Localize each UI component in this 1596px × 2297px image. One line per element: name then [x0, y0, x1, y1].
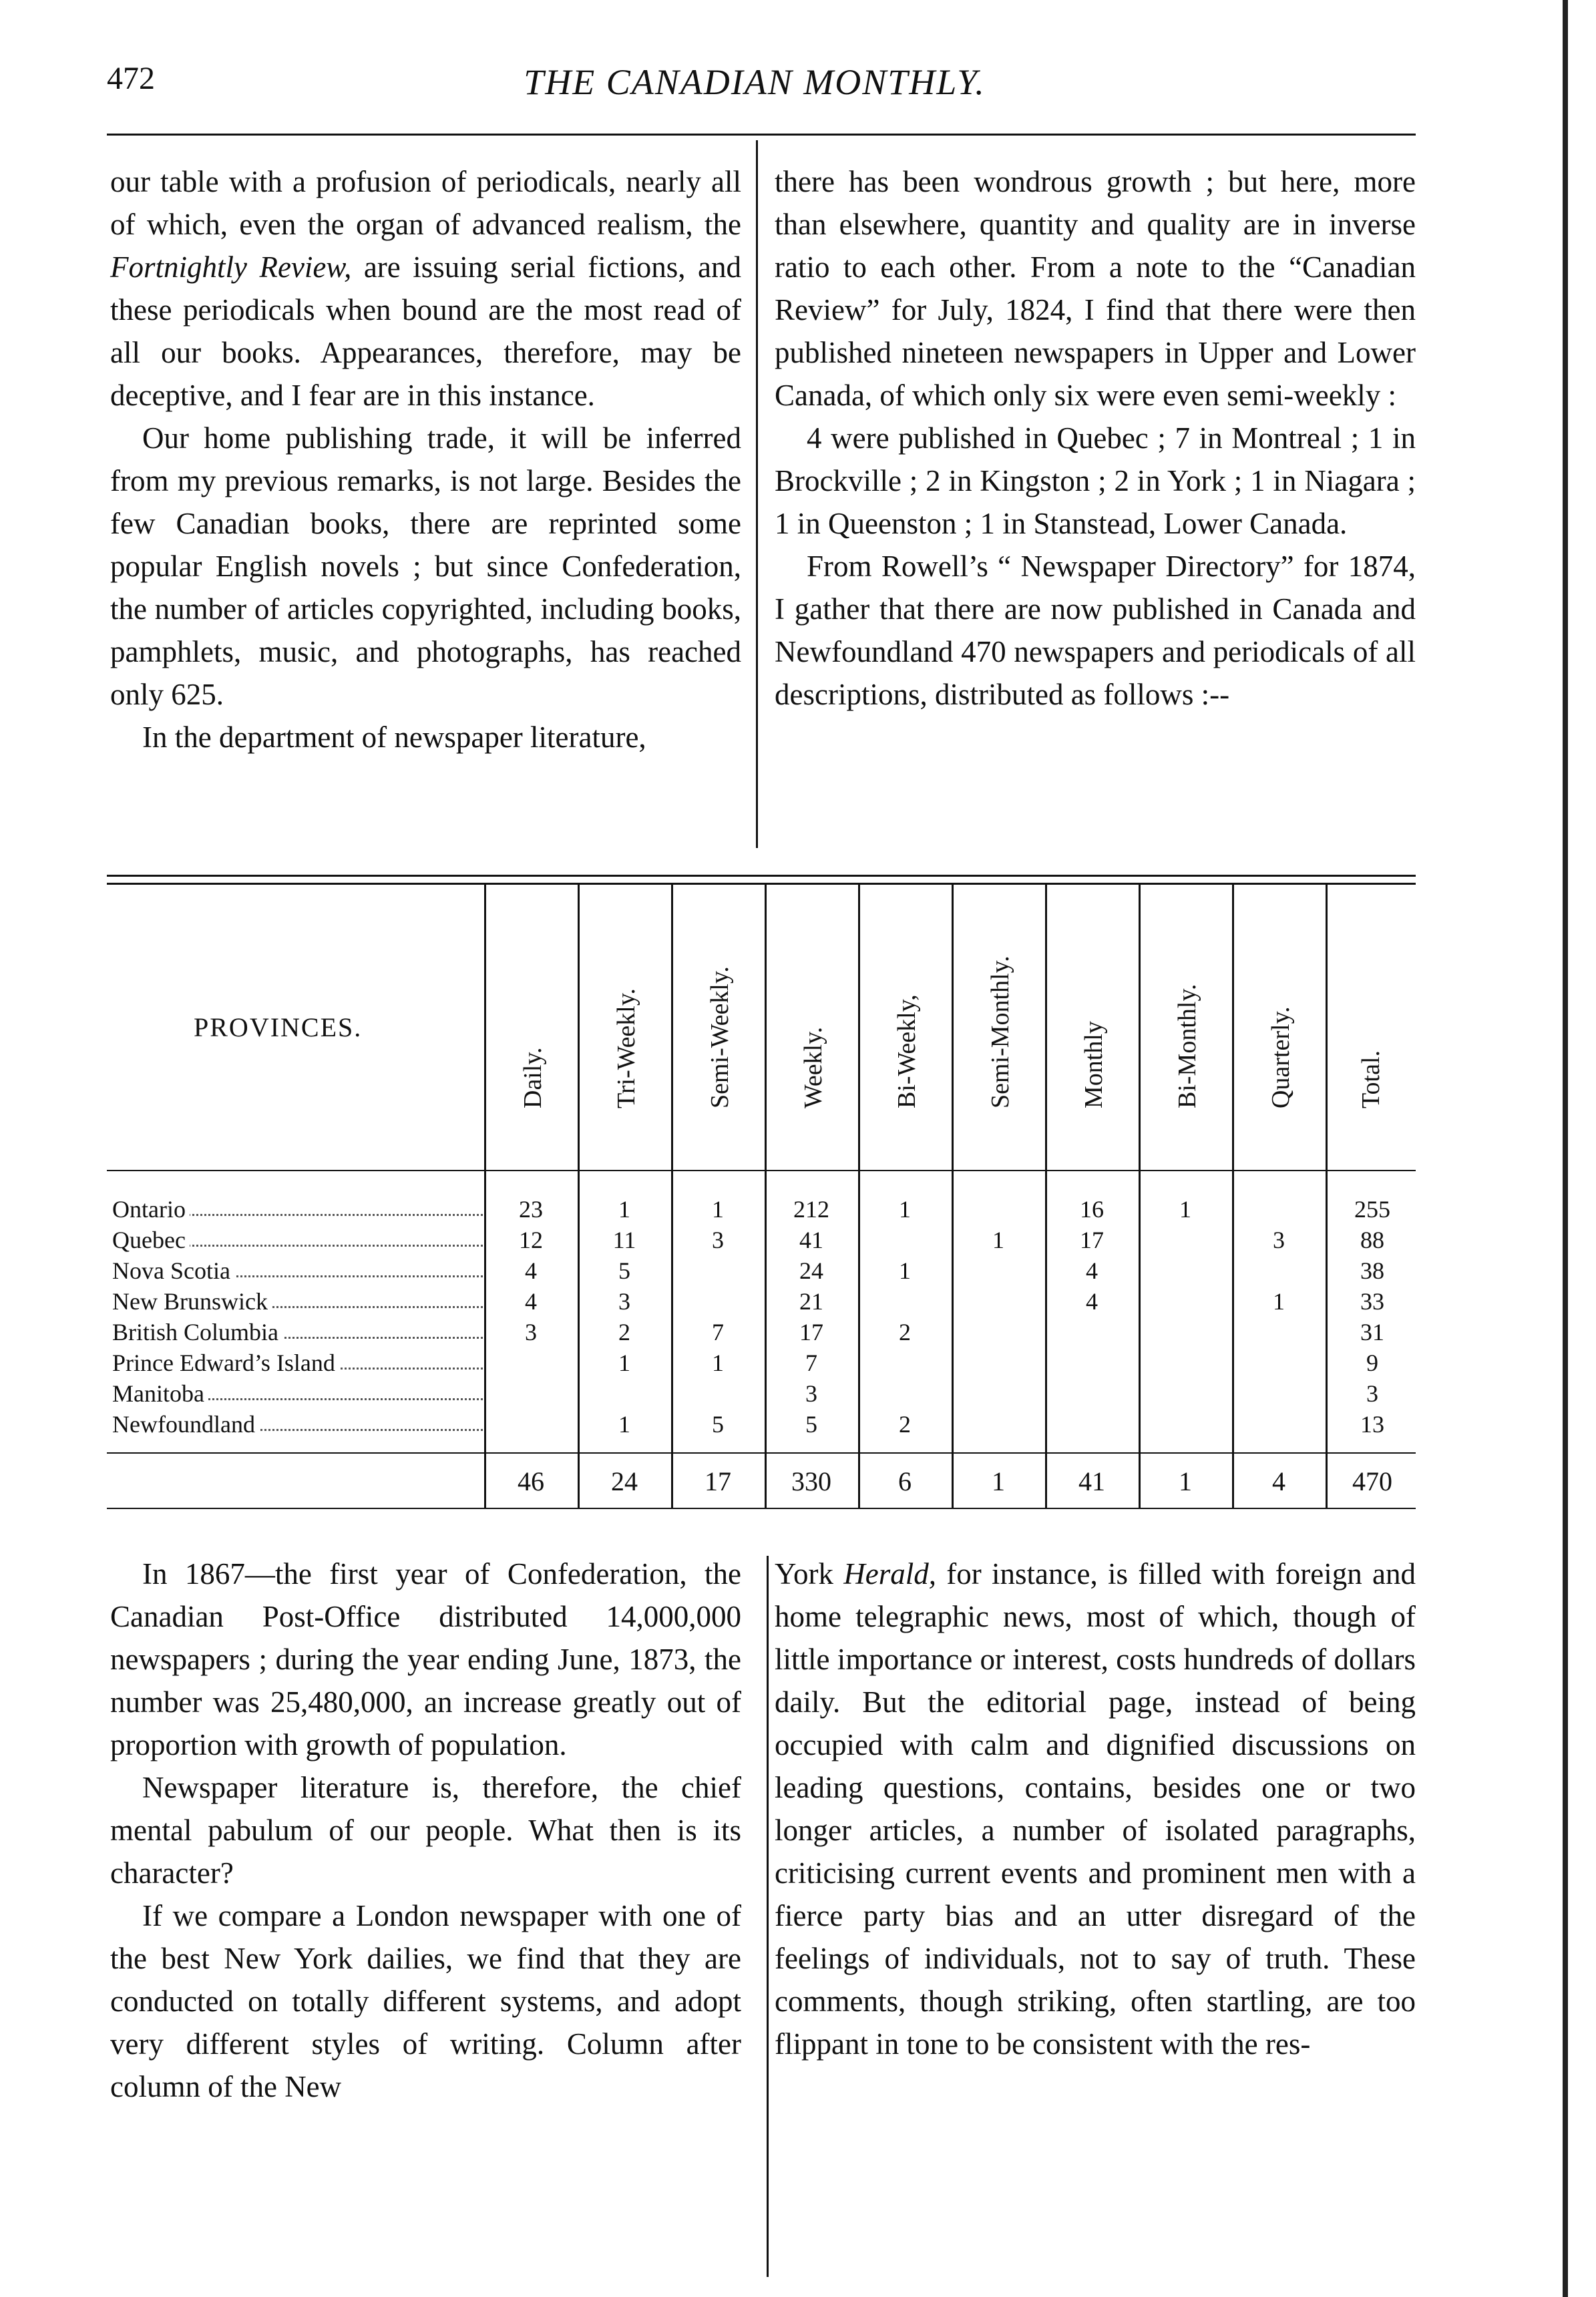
table-cell: 21	[799, 1288, 823, 1315]
paragraph: York Herald, for instance, is filled with foreign and home telegraphic news, most of which, though of little importance or interest, costs hundreds of dollars daily. But the editorial page, instead of being occupied with calm and dignified discussions on leading questions, contains, besides one or two longer articles, a number of isolated paragraphs, criticising current events and prominent men with a fierce party bias and an utter disregard of the feelings of individuals, not to say of truth. These comments, though striking, often startling, are too flippant in tone to be consistent with the res-	[775, 1557, 1416, 2061]
top-left-column	[110, 160, 741, 759]
column-header-weekly: Weekly.	[799, 1026, 827, 1108]
table-cell: 4	[1086, 1288, 1098, 1315]
table-cell: 2	[899, 1319, 911, 1345]
table-cell: 17	[799, 1319, 823, 1345]
total-cell: 1	[992, 1466, 1005, 1496]
total-cell: 17	[705, 1466, 731, 1496]
total-cell: 46	[518, 1466, 544, 1496]
total-cell: 1	[1179, 1466, 1192, 1496]
table-cell: 7	[712, 1319, 724, 1345]
table-top-rule	[107, 883, 1416, 885]
column-header-semi-weekly: Semi-Weekly.	[706, 966, 734, 1108]
paragraph: there has been wondrous growth ; but here, more than elsewhere, quantity and quality are in inverse ratio to each other. From a note to the “Canadian Review” for July, 1824, I find that there were then published nineteen newspapers in Upper and Lower Canada, of which only six were even semi-weekly :	[775, 165, 1416, 412]
table-cell: 2	[618, 1319, 630, 1345]
paragraph: If we compare a London newspaper with one of the best New York dailies, we find that they are conducted on totally different systems, and adopt very different styles of writing. Column after column of the New	[110, 1899, 741, 2103]
table-cell: 3	[1366, 1380, 1378, 1407]
bottom-left-column	[110, 1552, 741, 2108]
paragraph: From Rowell’s “ Newspaper Directory” for 1874, I gather that there are now published in Canada and Newfoundland 470 newspapers and periodicals of all descriptions, distributed as follows :--	[775, 550, 1416, 711]
paragraph: Newspaper literature is, therefore, the chief mental pabulum of our people. What then is its character?	[110, 1771, 741, 1890]
table-vrule	[1232, 885, 1234, 1509]
table-cell: 7	[805, 1349, 817, 1376]
table-cell: 1	[618, 1196, 630, 1223]
province-label	[112, 1410, 483, 1438]
table-cell: 11	[612, 1227, 636, 1253]
table-cell: 16	[1080, 1196, 1104, 1223]
table-totals-rule	[107, 1452, 1416, 1454]
province-name: Newfoundland	[112, 1411, 259, 1438]
table-cell: 17	[1080, 1227, 1104, 1253]
paragraph: Our home publishing trade, it will be inferred from my previous remarks, is not large. Besides the few Canadian books, there are reprinted some popular English novels ; but since Confederation, the number of articles copyrighted, including books, pamphlets, music, and photographs, has reached only 625.	[110, 421, 741, 711]
total-cell: 330	[791, 1466, 831, 1496]
table-cell: 1	[618, 1349, 630, 1376]
column-header-daily: Daily.	[519, 1047, 547, 1108]
table-cell: 23	[519, 1196, 543, 1223]
table-cell: 5	[618, 1257, 630, 1284]
table-cell: 255	[1354, 1196, 1390, 1223]
top-right-column	[775, 160, 1416, 716]
table-cell: 4	[525, 1288, 537, 1315]
province-label	[112, 1195, 483, 1223]
provinces-header: PROVINCES.	[194, 1012, 363, 1042]
table-cell: 9	[1366, 1349, 1378, 1376]
table-cell: 24	[799, 1257, 823, 1284]
province-name: British Columbia	[112, 1319, 282, 1345]
province-label	[112, 1287, 483, 1315]
total-cell: 4	[1272, 1466, 1285, 1496]
province-name: Manitoba	[112, 1380, 208, 1407]
newspaper-title: Herald,	[843, 1557, 937, 1591]
table-cell: 4	[525, 1257, 537, 1284]
total-cell: 470	[1352, 1466, 1392, 1496]
column-header-tri-weekly: Tri-Weekly.	[612, 988, 640, 1108]
page-number: 472	[107, 61, 155, 96]
paragraph: 4 were published in Quebec ; 7 in Montreal ; 1 in Brockville ; 2 in Kingston ; 2 in York ; 1 in Niagara ; 1 in Queenston ; 1 in Stanstead, Lower Canada.	[775, 421, 1416, 540]
table-cell: 1	[1179, 1196, 1191, 1223]
scan-edge-mark	[1563, 0, 1568, 2297]
table-cell: 31	[1360, 1319, 1384, 1345]
province-label	[112, 1349, 483, 1377]
table-cell: 1	[899, 1196, 911, 1223]
table-cell: 5	[712, 1411, 724, 1438]
paragraph: our table with a profusion of periodicals, nearly all of which, even the organ of advanced realism, the Fortnightly Review, are issuing serial fictions, and these periodicals when bound are the most read of all our books. Appearances, therefore, may be deceptive, and I fear are in this instance.	[110, 165, 741, 412]
table-cell: 3	[805, 1380, 817, 1407]
periodical-title: Fortnightly Review,	[110, 250, 352, 284]
province-name: Quebec	[112, 1227, 190, 1253]
province-name: Prince Edward’s Island	[112, 1349, 339, 1376]
table-cell: 13	[1360, 1411, 1384, 1438]
table-cell: 1	[899, 1257, 911, 1284]
table-cell: 1	[1273, 1288, 1285, 1315]
table-header-rule	[107, 1170, 1416, 1171]
table-bottom-rule	[107, 1508, 1416, 1509]
header-rule	[107, 134, 1416, 136]
table-cell: 1	[618, 1411, 630, 1438]
total-cell: 24	[611, 1466, 638, 1496]
table-top-rule	[107, 875, 1416, 877]
province-name: New Brunswick	[112, 1288, 272, 1315]
paragraph: In the department of newspaper literature,	[142, 720, 646, 754]
table-cell: 1	[992, 1227, 1004, 1253]
column-divider	[756, 140, 758, 848]
table-cell: 88	[1360, 1227, 1384, 1253]
bottom-right-column	[775, 1552, 1416, 2065]
column-header-bi-weekly: Bi-Weekly,	[893, 994, 921, 1108]
total-cell: 41	[1078, 1466, 1105, 1496]
column-divider	[767, 1556, 769, 2277]
province-label	[112, 1318, 483, 1346]
paragraph: In 1867—the first year of Confederation, the Canadian Post-Office distributed 14,000,000 newspapers ; during the year ending June, 1873, the number was 25,480,000, an increase greatly out of proportion with growth of population.	[110, 1557, 741, 1761]
column-header-quarterly: Quarterly.	[1267, 1006, 1295, 1108]
province-label	[112, 1226, 483, 1254]
table-cell: 212	[793, 1196, 829, 1223]
column-header-total: Total.	[1357, 1050, 1385, 1108]
table-cell: 38	[1360, 1257, 1384, 1284]
table-cell: 1	[712, 1349, 724, 1376]
table-vrule	[952, 885, 954, 1509]
province-name: Nova Scotia	[112, 1257, 234, 1284]
province-label	[112, 1380, 483, 1408]
province-label	[112, 1257, 483, 1285]
column-header-bi-monthly: Bi-Monthly.	[1173, 984, 1201, 1108]
column-header-monthly: Monthly	[1080, 1021, 1108, 1108]
table-cell: 2	[899, 1411, 911, 1438]
table-cell: 5	[805, 1411, 817, 1438]
table-cell: 3	[618, 1288, 630, 1315]
table-cell: 33	[1360, 1288, 1384, 1315]
total-cell: 6	[898, 1466, 912, 1496]
table-cell: 41	[799, 1227, 823, 1253]
table-cell: 12	[519, 1227, 543, 1253]
running-title: THE CANADIAN MONTHLY.	[524, 62, 986, 102]
table-cell: 3	[525, 1319, 537, 1345]
table-cell: 4	[1086, 1257, 1098, 1284]
province-name: Ontario	[112, 1196, 190, 1223]
column-header-semi-monthly: Semi-Monthly.	[986, 956, 1014, 1108]
table-cell: 3	[1273, 1227, 1285, 1253]
table-cell: 1	[712, 1196, 724, 1223]
table-cell: 3	[712, 1227, 724, 1253]
